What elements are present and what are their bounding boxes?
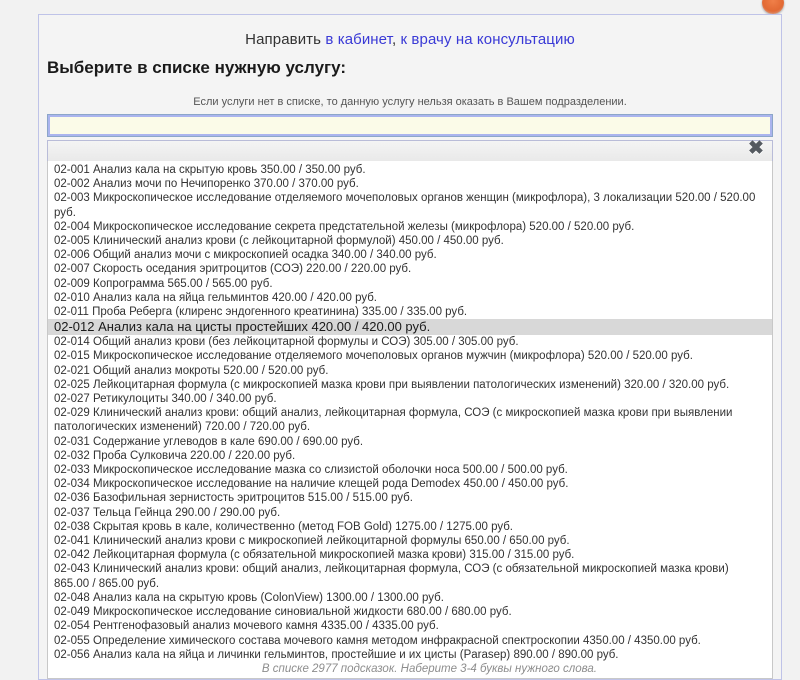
suggestion-item[interactable]: 02-043 Клинический анализ крови: общий анализ, лейкоцитарная формула, СОЭ (с обязательной микроскопией мазка крови) 865.00 / 865.00 руб. [54, 563, 729, 590]
suggestion-item[interactable]: 02-054 Рентгенофазовый анализ мочевого камня 4335.00 / 4335.00 руб. [54, 620, 439, 633]
suggestion-item[interactable]: 02-015 Микроскопическое исследование отделяемого мочеполовых органов мужчин (микрофлора) 520.00 / 520.00 руб. [54, 350, 693, 363]
redirect-link-cabinet[interactable]: в кабинет [325, 31, 392, 48]
suggestion-item[interactable]: 02-037 Тельца Гейнца 290.00 / 290.00 руб. [54, 506, 281, 519]
suggestion-item[interactable]: 02-010 Анализ кала на яйца гельминтов 420.00 / 420.00 руб. [54, 291, 378, 304]
suggestion-item[interactable]: 02-002 Анализ мочи по Нечипоренко 370.00 / 370.00 руб. [54, 178, 359, 191]
suggestion-item[interactable]: 02-042 Лейкоцитарная формула (с обязательной микроскопией мазка крови) 315.00 / 315.00 руб. [54, 549, 575, 562]
redirect-link-consultation[interactable]: к врачу на консультацию [400, 31, 575, 48]
suggestions-list[interactable] [47, 161, 773, 679]
suggestions-footer-note: В списке 2977 подсказок. Наберите 3-4 буквы нужного слова. [261, 662, 597, 675]
service-selection-panel [38, 14, 782, 680]
suggestion-item[interactable]: 02-034 Микроскопическое исследование на наличие клещей рода Demodex 450.00 / 450.00 руб. [54, 478, 569, 491]
suggestion-item[interactable]: 02-021 Общий анализ мокроты 520.00 / 520.00 руб. [54, 364, 329, 377]
suggestion-item[interactable]: 02-055 Определение химического состава мочевого камня методом инфракрасной спектроскопии 4350.00 / 4350.00 руб. [54, 634, 701, 647]
suggestion-item[interactable]: 02-006 Общий анализ мочи с микроскопией осадка 340.00 / 340.00 руб. [54, 249, 437, 262]
suggestion-item[interactable]: 02-009 Копрограмма 565.00 / 565.00 руб. [54, 277, 273, 290]
suggestion-item[interactable]: 02-033 Микроскопическое исследование мазка со слизистой оболочки носа 500.00 / 500.00 руб. [54, 464, 568, 477]
suggestion-item[interactable]: 02-048 Анализ кала на скрытую кровь (ColonView) 1300.00 / 1300.00 руб. [54, 591, 444, 604]
redirect-label: Направить [245, 31, 322, 48]
redirect-line [39, 15, 781, 48]
availability-hint: Если услуги нет в списке, то данную услугу нельзя оказать в Вашем подразделении. [193, 96, 627, 108]
suggestion-item[interactable]: 02-036 Базофильная зернистость эритроцитов 515.00 / 515.00 руб. [54, 492, 413, 505]
suggestion-item[interactable]: 02-056 Анализ кала на яйца и личинки гельминтов, простейшие и их цисты (Parasep) 890.00 / 890.00 руб. [54, 648, 619, 661]
suggestion-item[interactable]: 02-041 Клинический анализ крови с микроскопией лейкоцитарной формулы 650.00 / 650.00 руб. [54, 535, 570, 548]
suggestion-item[interactable]: 02-012 Анализ кала на цисты простейших 420.00 / 420.00 руб. [48, 319, 772, 335]
page-title: Выберите в списке нужную услугу: [47, 58, 347, 77]
suggestion-item[interactable]: 02-031 Содержание углеводов в кале 690.00 / 690.00 руб. [54, 435, 364, 448]
suggestion-item[interactable]: 02-029 Клинический анализ крови: общий анализ, лейкоцитарная формула, СОЭ (с микроскопией мазка крови при выявлении патологических изменений) 720.00 / 720.00 руб. [54, 407, 733, 434]
suggestion-item[interactable]: 02-011 Проба Реберга (клиренс эндогенного креатинина) 335.00 / 335.00 руб. [54, 306, 468, 319]
search-field-wrapper [39, 114, 781, 137]
suggestion-item[interactable]: 02-032 Проба Сулковича 220.00 / 220.00 руб. [54, 449, 296, 462]
service-search-input[interactable] [47, 114, 773, 137]
suggestion-item[interactable]: 02-007 Скорость оседания эритроцитов (СОЭ) 220.00 / 220.00 руб. [54, 263, 412, 276]
suggestion-item[interactable]: 02-001 Анализ кала на скрытую кровь 350.00 / 350.00 руб. [54, 164, 366, 176]
suggestion-item[interactable]: 02-038 Скрытая кровь в кале, количественно (метод FOB Gold) 1275.00 / 1275.00 руб. [54, 520, 514, 533]
suggestion-item[interactable]: 02-005 Клинический анализ крови (с лейкоцитарной формулой) 450.00 / 450.00 руб. [54, 235, 504, 248]
close-icon[interactable]: ✖ [748, 138, 764, 159]
circle-badge-icon [762, 0, 784, 14]
suggestion-item[interactable]: 02-014 Общий анализ крови (без лейкоцитарной формулы и СОЭ) 305.00 / 305.00 руб. [54, 336, 519, 349]
redirect-separator: , [391, 31, 397, 48]
suggestion-item[interactable]: 02-027 Ретикулоциты 340.00 / 340.00 руб. [54, 393, 277, 406]
suggestion-item[interactable]: 02-003 Микроскопическое исследование отделяемого мочеполовых органов женщин (микрофлора), 3 локализации 520.00 / 520.00 руб. [54, 192, 756, 219]
suggestions-header-bar [47, 140, 773, 161]
suggestion-item[interactable]: 02-049 Микроскопическое исследование синовиальной жидкости 680.00 / 680.00 руб. [54, 606, 512, 619]
suggestion-item[interactable]: 02-004 Микроскопическое исследование секрета предстательной железы (микрофлора) 520.00 / 520.00 руб. [54, 220, 635, 233]
suggestion-item[interactable]: 02-025 Лейкоцитарная формула (с микроскопией мазка крови при выявлении патологических изменений) 320.00 / 320.00 руб. [54, 378, 730, 391]
